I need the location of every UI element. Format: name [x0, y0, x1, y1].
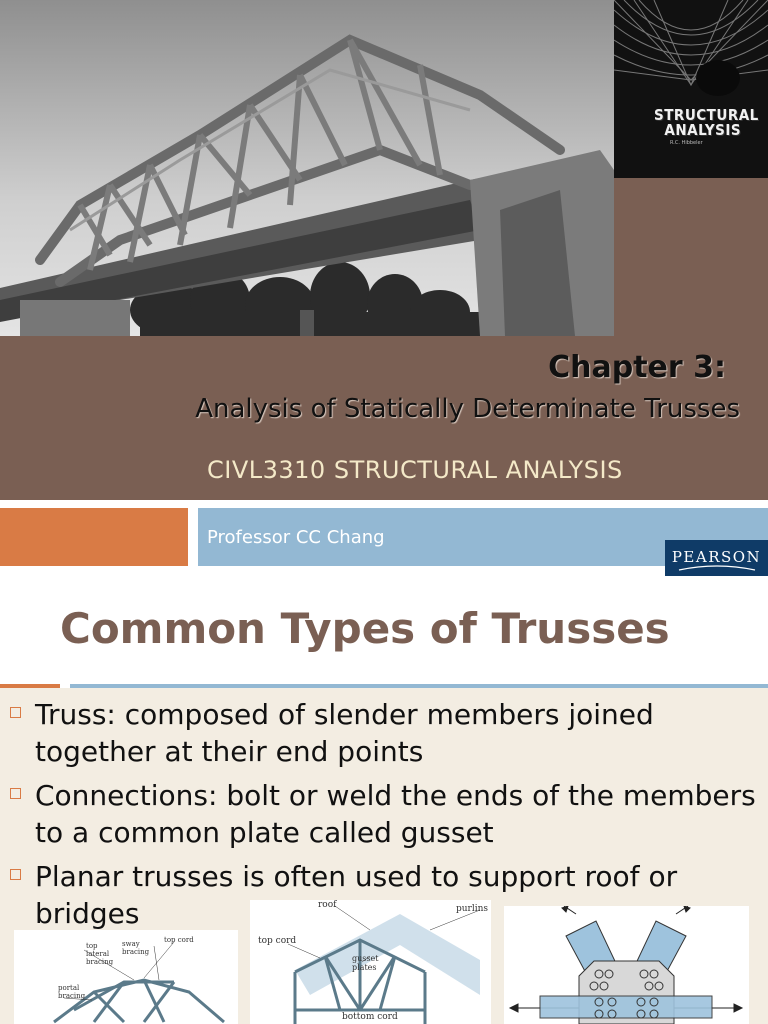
bullet-text: Connections: bolt or weld the ends of the members to a common plate called gusset — [35, 779, 756, 849]
orange-bar — [0, 508, 188, 566]
bridge-photo — [0, 0, 614, 336]
label-top-cord: top cord — [164, 936, 194, 944]
bullet-item — [8, 696, 768, 770]
chapter-subtitle: Analysis of Statically Determinate Trusses — [195, 394, 740, 424]
bullet-square-icon — [10, 869, 21, 880]
cover-pattern — [614, 0, 768, 178]
pearson-logo — [665, 540, 768, 576]
label-top-lateral-bracing: top lateral bracing — [86, 942, 114, 966]
label-top-cord-roof: top cord — [258, 936, 297, 946]
bullet-item — [8, 777, 768, 851]
slide-title: Common Types of Trusses — [60, 604, 670, 653]
pearson-wordmark: PEARSON — [671, 548, 762, 566]
gusset-plate-drawing — [504, 906, 749, 1024]
bullet-square-icon — [10, 788, 21, 799]
label-purlins: purlins — [456, 904, 489, 914]
label-bottom-cord: bottom cord — [342, 1012, 398, 1022]
content-slide — [0, 576, 768, 1024]
label-sway-bracing: sway bracing — [122, 940, 150, 956]
professor-name: Professor CC Chang — [207, 527, 385, 548]
course-name: CIVL3310 STRUCTURAL ANALYSIS — [207, 456, 623, 484]
cover-author: R.C. Hibbeler — [670, 140, 703, 146]
blue-rule — [70, 684, 768, 688]
bullet-square-icon — [10, 707, 21, 718]
pearson-swoosh — [665, 540, 768, 576]
chapter-title: Chapter 3: — [548, 350, 726, 385]
bullet-text: Planar trusses is often used to support roof or bridges — [35, 860, 678, 930]
bullet-text: Truss: composed of slender members joined together at their end points — [35, 698, 654, 768]
cover-title: STRUCTURAL ANALYSIS — [654, 106, 759, 139]
label-gusset-plates: gusset plates — [352, 954, 379, 972]
gusset-plate-figure — [504, 906, 749, 1024]
orange-rule — [0, 684, 60, 688]
bridge-truss-figure — [14, 930, 238, 1024]
textbook-cover — [614, 0, 768, 178]
label-roof: roof — [318, 900, 337, 910]
roof-truss-figure — [250, 900, 491, 1024]
brown-panel — [614, 178, 768, 336]
label-portal-bracing: portal bracing — [58, 984, 86, 1000]
